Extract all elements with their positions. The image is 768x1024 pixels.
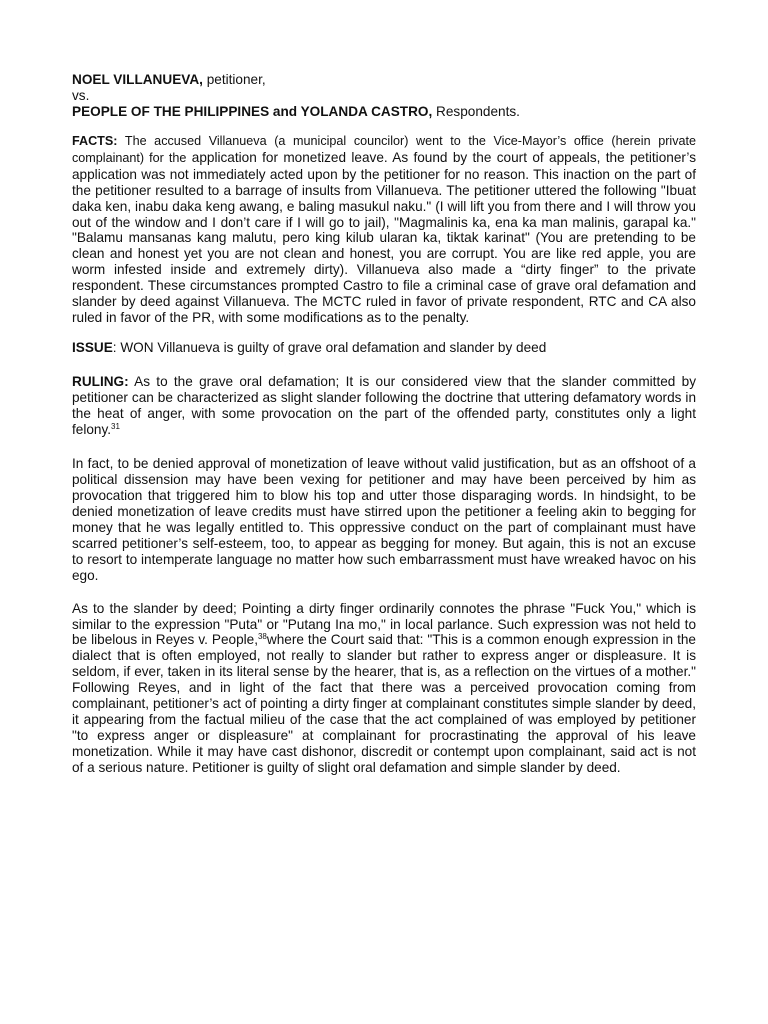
slander-text-before: As to the slander by deed; Pointing a dirty finger ordinarily connotes the phrase "Fuck You," which is similar to the expression "Puta" or "Putang Ina mo," in local parlance. Such expression was not held to be libelous in Reyes v. People,	[72, 600, 696, 648]
respondents-names: PEOPLE OF THE PHILIPPINES and YOLANDA CASTRO,	[72, 104, 433, 119]
footnote-31: 31	[111, 421, 120, 431]
facts-paragraph	[72, 133, 696, 326]
issue-paragraph	[72, 340, 696, 356]
facts-lead-in: The accused Villanueva (a municipal councilor) went to the Vice-Mayor’s office (herein private complainant) for the	[72, 134, 696, 165]
issue-text: : WON Villanueva is guilty of grave oral defamation and slander by deed	[112, 339, 547, 355]
footnote-38: 38	[257, 632, 267, 642]
caption-respondents-line	[72, 104, 696, 120]
petitioner-name: NOEL VILLANUEVA,	[72, 72, 203, 87]
provocation-paragraph: In fact, to be denied approval of monetization of leave without valid justification, but as an offshoot of a political dissension may have been vexing for petitioner and may have been perceived by him as provocation that triggered him to blow his top and utter those disparaging words. In hindsight, to be denied monetization of leave credits must have stirred upon the petitioner a feeling akin to begging for money that he was legally entitled to. This oppressive conduct on the part of complainant must have scarred petitioner’s self-esteem, too, to appear as begging for money. But again, this is not an excuse to resort to intemperate language no matter how such embarrassment must have wreaked havoc on his ego.	[72, 456, 696, 583]
slander-text-after: where the Court said that: "This is a common enough expression in the dialect that is often employed, not really to slander but rather to express anger or displeasure. It is seldom, if ever, taken in its literal sense by the hearer, that is, as a reflection on the virtues of a mother." Following Reyes, and in light of the fact that there was a perceived provocation coming from complainant, petitioner’s act of pointing a dirty finger at complainant constitutes simple slander by deed, it appearing from the factual milieu of the case that the act complained of was employed by petitioner "to express anger or displeasure" at complainant for procrastinating the approval of his leave monetization. While it may have cast dishonor, discredit or contempt upon complainant, said act is not of a serious nature. Petitioner is guilty of slight oral defamation and simple slander by deed.	[72, 632, 696, 775]
issue-label: ISSUE	[72, 339, 113, 355]
document-page	[72, 72, 696, 776]
slander-by-deed-paragraph	[72, 601, 696, 776]
petitioner-role: petitioner,	[202, 72, 266, 87]
facts-body: application for monetized leave. As found by the court of appeals, the petitioner’s application was not immediately acted upon by the petitioner for no reason. This inaction on the part of the petitioner resulted to a barrage of insults from Villanueva. The petitioner uttered the following "Ibuat daka ken, inabu daka keng awang, e baling masukul naku." (I will lift you from there and I will throw you out of the window and I don’t care if I will go to jail), "Magmalinis ka, ena ka man malinis, garapal ka." "Balamu mansanas kang malutu, pero king kilub ularan ka, tiktak karinat" (You are pretending to be clean and honest yet you are not clean and honest, you are corrupt. You are like red apple, you are worm infested inside and extremely dirty). Villanueva also made a “dirty finger” to the private respondent. These circumstances prompted Castro to file a criminal case of grave oral defamation and slander by deed against Villanueva. The MCTC ruled in favor of private respondent, RTC and CA also ruled in favor of the PR, with some modifications as to the penalty.	[72, 149, 696, 325]
caption-petitioner-line	[72, 72, 696, 88]
ruling-text: As to the grave oral defamation; It is our considered view that the slander committed by petitioner can be characterized as slight slander following the doctrine that uttering defamatory words in the heat of anger, with some provocation on the part of the offended party, constitutes only a light felony.	[72, 373, 696, 437]
ruling-label: RULING:	[72, 373, 129, 389]
ruling-paragraph	[72, 374, 696, 438]
respondents-role: Respondents.	[432, 104, 520, 119]
caption-versus: vs.	[72, 88, 90, 103]
facts-label: FACTS:	[72, 134, 118, 148]
